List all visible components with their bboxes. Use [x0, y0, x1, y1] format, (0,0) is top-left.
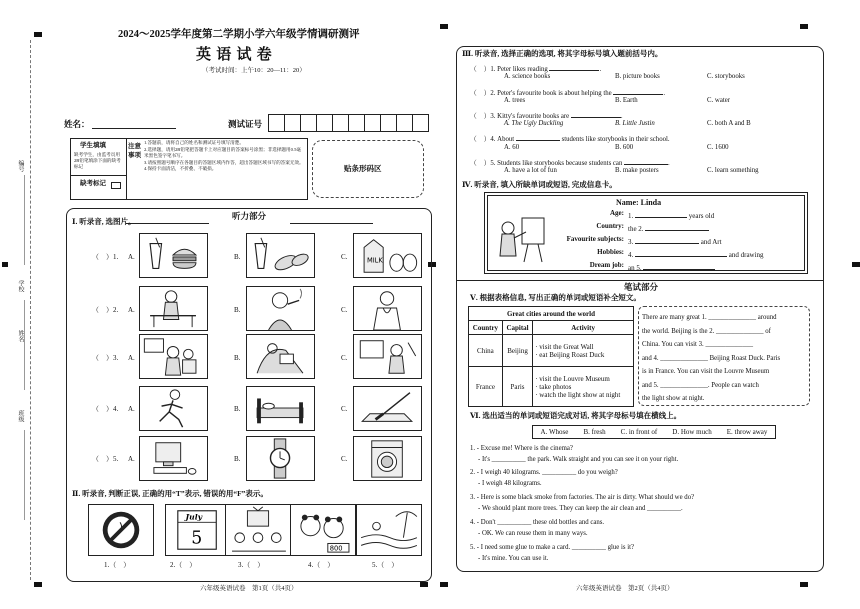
word-option: D. How much [672, 428, 712, 436]
q5-number[interactable]: （ ）5. [92, 455, 119, 463]
word-option: C. in front of [620, 428, 658, 436]
washing-machine-picture[interactable] [353, 436, 422, 481]
section-3-title: Ⅲ. 听录音, 选择正确的选项, 将其字母标号填入题前括号内。 [462, 49, 663, 58]
tf-answer-4[interactable]: 4.（ ） [308, 561, 335, 569]
mc-option-a[interactable]: A. 60 [504, 144, 520, 151]
mc-option-c[interactable]: C. water [707, 97, 731, 104]
family-cooking-picture[interactable] [139, 334, 208, 379]
mc-question-5[interactable]: （ ）5. Students like storybooks because students can . [470, 157, 670, 168]
mc-option-b[interactable]: B. make posters [615, 167, 659, 174]
mc-question-3[interactable]: （ ）3. Kitty's favourite books are . [470, 110, 623, 121]
q1-number[interactable]: （ ）1. [92, 253, 119, 261]
calendar-day-text: 5 [191, 528, 203, 549]
registration-mark [800, 582, 808, 587]
card-label-country: Country: [596, 222, 624, 230]
milk-and-eggs-picture[interactable] [353, 233, 422, 278]
dialog-3-answer[interactable]: - We should plant more trees. They can keep the air clean and __________. [478, 505, 683, 512]
table-header: Capital [502, 321, 532, 335]
registration-mark [800, 24, 808, 29]
option-a: A. [128, 405, 135, 413]
option-c: C. [341, 354, 348, 362]
option-a: A. [128, 354, 135, 362]
table-cell: China [469, 335, 503, 367]
card-blank-5[interactable]: an 5. [628, 262, 715, 272]
calendar-month-text: July [185, 512, 203, 522]
section-1-title: Ⅰ. 听录音, 选图片。 [72, 217, 136, 226]
girl-at-tv-picture[interactable] [353, 334, 422, 379]
side-label-name: 姓名 [17, 330, 23, 342]
option-c: C. [341, 405, 348, 413]
option-a: A. [128, 455, 135, 463]
card-label-subjects: Favourite subjects: [566, 235, 624, 243]
section-4-title: Ⅳ. 听录音, 填入所缺单词或短语, 完成信息卡。 [462, 180, 617, 189]
mc-option-c[interactable]: C. 1600 [707, 144, 729, 151]
cities-table [468, 306, 634, 407]
word-option: B. fresh [583, 428, 606, 436]
mc-option-c[interactable]: C. learn something [707, 167, 759, 174]
section-6-title: Ⅵ. 选出适当的单词或短语完成对话, 将其字母标号填在横线上。 [470, 411, 682, 420]
beach-picture[interactable] [356, 504, 422, 556]
dialog-2-question[interactable]: 2. - I weigh 40 kilograms. __________ do you weigh? [470, 469, 618, 476]
name-input-line[interactable] [92, 128, 176, 129]
girl-eating-picture[interactable] [139, 286, 208, 331]
card-label-hobbies: Hobbies: [597, 248, 624, 256]
name-label: 姓名： [64, 119, 90, 129]
absent-mark-box[interactable] [111, 182, 121, 189]
card-blank-3[interactable]: 3. and Art [628, 238, 722, 246]
mc-option-c[interactable]: C. storybooks [707, 73, 745, 80]
mc-option-b[interactable]: B. 600 [615, 144, 634, 151]
option-b: B. [234, 354, 241, 362]
registration-mark [440, 24, 448, 29]
option-b: B. [234, 405, 241, 413]
card-blank-4[interactable]: 4. and drawing [628, 251, 764, 259]
binding-line [30, 40, 31, 580]
page-2-footer: 六年级英语试卷 第2页（共4页） [576, 585, 674, 592]
table-row [469, 335, 634, 367]
dialog-5-question[interactable]: 5. - I need some glue to make a card. __________ glue is it? [470, 544, 635, 551]
passage-text[interactable]: There are many great 1. ______________ around the world. Beijing is the 2. ______________ of China. You can visit 3. ______________ and 4. ______________ Beijing Roast Duck. Paris is in France. You can visit the Louvre Museum and 5. ______________. People can watch the light show at night. [642, 314, 781, 402]
table-row [469, 367, 634, 407]
no-smoking-picture[interactable] [88, 504, 154, 556]
mc-option-b[interactable]: B. Little Justin [615, 120, 655, 127]
man-smoking-picture[interactable] [246, 286, 315, 331]
id-label: 测试证号 [228, 119, 263, 129]
dialog-2-answer: - I weigh 48 kilograms. [478, 480, 542, 487]
tf-answer-3[interactable]: 3.（ ） [238, 561, 265, 569]
word-bank [532, 425, 776, 439]
option-b: B. [234, 306, 241, 314]
word-option: A. Whose [540, 428, 569, 436]
computer-picture[interactable] [139, 436, 208, 481]
mc-option-b[interactable]: B. Earth [615, 97, 638, 104]
page-1-footer: 六年级英语试卷 第1页（共4页） [200, 585, 298, 592]
mc-option-c[interactable]: C. both A and B [707, 120, 751, 127]
side-fill-line [24, 175, 25, 265]
side-fill-line [24, 430, 25, 520]
card-blank-2[interactable]: the 2. [628, 223, 709, 233]
option-c: C. [341, 253, 348, 261]
table-cell: · visit the Great Wall · eat Beijing Roast Duck [533, 335, 634, 367]
bed-picture[interactable] [246, 386, 315, 431]
dialog-5-answer: - It's mine. You can use it. [478, 555, 549, 562]
option-b: B. [234, 253, 241, 261]
juice-and-bread-picture[interactable] [246, 233, 315, 278]
student-instructions: 缺考学生，由监考员用2B铅笔填涂下面的缺考标记 [74, 152, 121, 170]
table-header: Country [469, 321, 503, 335]
notes-list: 1.答题前，请将自己的姓名和测试证号填写清楚。 2.选择题，请用2B铅笔把答题卡上对应题目的答案标号涂黑；非选择题用0.5毫米黑色签字笔书写。 3.请按照题号顺序在各题目的答题区域内作答，超出答题区域书写的答案无效。 4.保持卡面清洁，不折叠、不破损。 [144, 140, 304, 172]
exam-subtitle: 英 语 试 卷 [196, 45, 272, 63]
table-cell: Beijing [502, 335, 532, 367]
section-5-title: Ⅴ. 根据表格信息, 写出正确的单词或短语补全短文。 [470, 293, 641, 302]
registration-mark [2, 262, 8, 267]
mc-option-a[interactable]: A. have a lot of fun [504, 167, 557, 174]
side-fill-line [24, 300, 25, 390]
option-b: B. [234, 455, 241, 463]
table-title: Great cities around the world [469, 307, 634, 321]
dialog-3-question: 3. - Here is some black smoke from factories. The air is dirty. What should we do? [470, 494, 695, 501]
scale-reading-text: 800 [329, 544, 343, 553]
dialog-4-question[interactable]: 4. - Don't __________ these old bottles and cans. [470, 519, 605, 526]
running-picture[interactable] [139, 386, 208, 431]
mc-option-a[interactable]: A. trees [504, 97, 526, 104]
mc-option-a[interactable]: A. The Ugly Duckling [504, 120, 564, 127]
dialog-1-question: 1. - Excuse me! Where is the cinema? [470, 445, 573, 452]
registration-mark [34, 32, 42, 37]
id-number-boxes[interactable] [268, 114, 429, 132]
registration-mark [440, 582, 448, 587]
tf-answer-2[interactable]: 2.（ ） [170, 561, 197, 569]
reading-on-chair-picture[interactable] [246, 334, 315, 379]
option-c: C. [341, 306, 348, 314]
svg-text:MILK: MILK [366, 256, 383, 265]
table-cell: · visit the Louvre Museum · take photos · watch the light show at night [533, 367, 634, 407]
mop-picture[interactable] [353, 386, 422, 431]
table-cell: France [469, 367, 503, 407]
writing-header: 笔试部分 [624, 282, 659, 292]
family-watching-tv-picture[interactable] [225, 504, 291, 556]
q2-number[interactable]: （ ）2. [92, 306, 119, 314]
pandas-picture[interactable] [290, 504, 356, 556]
registration-mark [852, 262, 860, 267]
dialog-1-answer[interactable]: - It's __________ the park. Walk straight and you can see it on your right. [478, 456, 679, 463]
tf-answer-5[interactable]: 5.（ ） [372, 561, 399, 569]
doctor-picture[interactable] [353, 286, 422, 331]
absent-label: 缺考标记 [80, 180, 106, 187]
table-header: Activity [533, 321, 634, 335]
dialog-4-answer: - OK. We can reuse them in many ways. [478, 530, 588, 537]
mc-question-2[interactable]: （ ）2. Peter's favourite book is about helping the . [470, 87, 665, 98]
word-option: E. throw away [726, 428, 768, 436]
juice-and-burger-picture[interactable] [139, 233, 208, 278]
mc-option-a[interactable]: A. science books [504, 73, 551, 80]
tf-answer-1[interactable]: 1.（ ） [104, 561, 131, 569]
listening-header: 听力部分 [232, 211, 267, 221]
calendar-picture[interactable] [165, 504, 231, 556]
side-label-class: 班级 [17, 410, 23, 422]
section-2-title: Ⅱ. 听录音, 判断正误, 正确的用“T”表示, 错误的用“F”表示。 [72, 489, 268, 498]
exam-title: 2024～2025学年度第二学期小学六年级学情调研测评 [118, 29, 360, 40]
mc-option-b[interactable]: B. picture books [615, 73, 660, 80]
q3-number[interactable]: （ ）3. [92, 354, 119, 362]
watch-picture[interactable] [246, 436, 315, 481]
side-label-number: 编号 [17, 160, 23, 172]
registration-mark [420, 582, 428, 587]
q4-number[interactable]: （ ）4. [92, 405, 119, 413]
mc-question-1[interactable]: （ ）1. Peter likes reading . [470, 63, 601, 74]
card-blank-1[interactable]: 1. years old [628, 212, 715, 220]
card-name: Name: Linda [616, 198, 662, 207]
student-label: 学生填填 [80, 142, 106, 149]
card-label-dream-job: Dream job: [589, 261, 624, 269]
option-c: C. [341, 455, 348, 463]
exam-time: （考试时间：上午10：20—11：20） [202, 67, 306, 74]
registration-mark [34, 582, 42, 587]
mc-question-4[interactable]: （ ）4. About students like storybooks in their school. [470, 133, 670, 144]
notes-label: 注意事项 [128, 143, 141, 159]
card-label-age: Age: [610, 209, 624, 217]
option-a: A. [128, 253, 135, 261]
side-label-school: 学校 [17, 280, 23, 292]
table-cell: Paris [502, 367, 532, 407]
option-a: A. [128, 306, 135, 314]
barcode-label: 贴条形码区 [344, 164, 382, 173]
